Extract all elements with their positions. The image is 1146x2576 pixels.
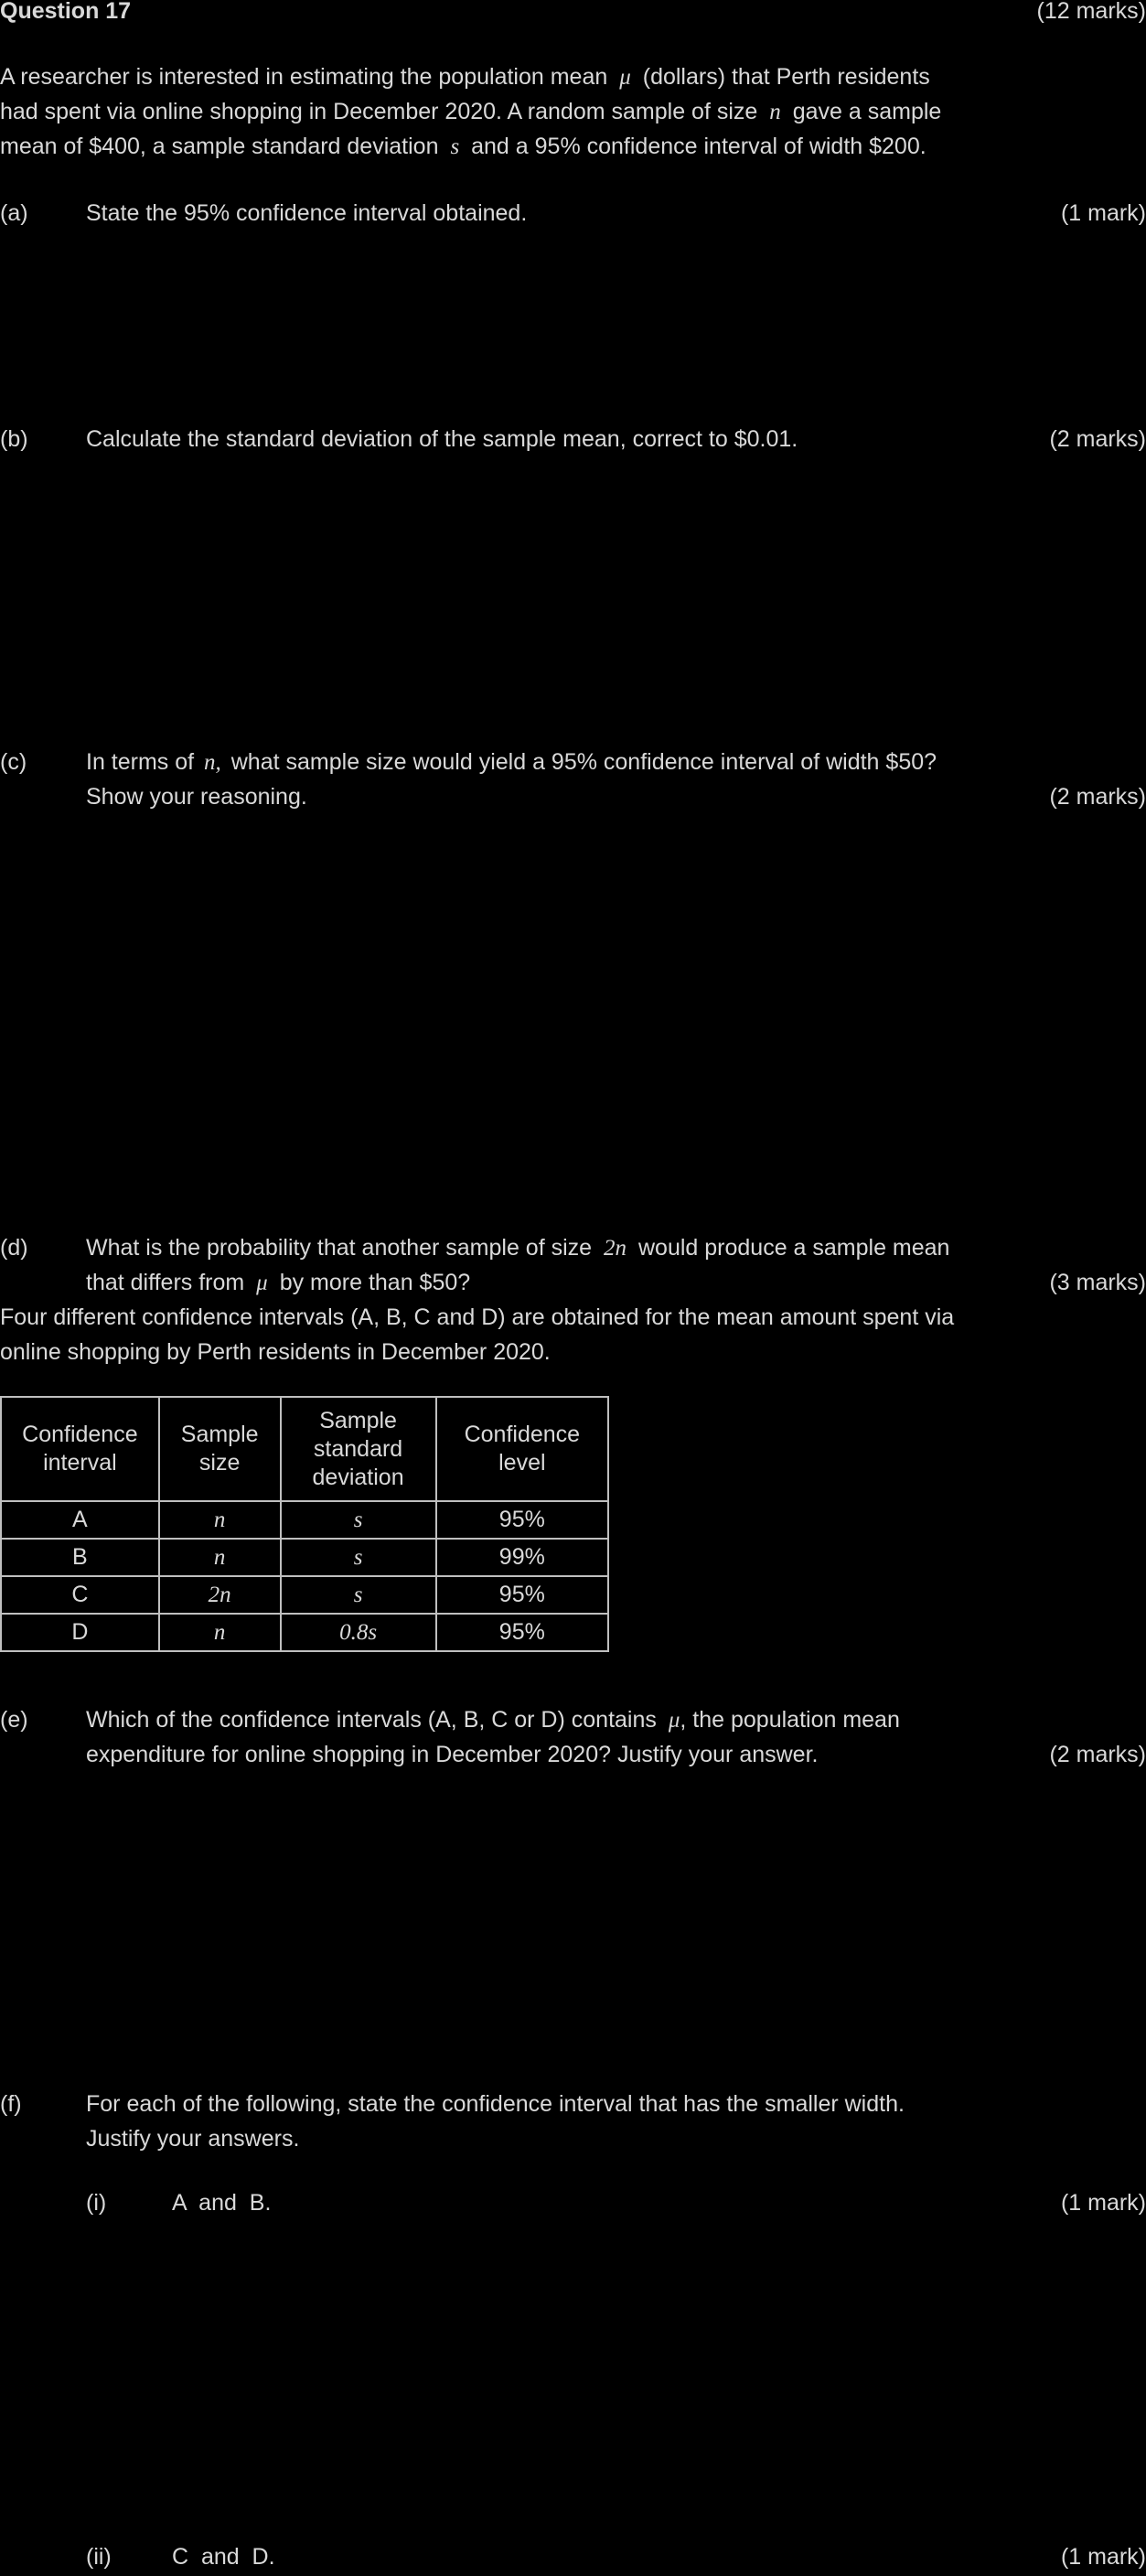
intro-text: mean of $400, a sample standard deviation [0, 134, 439, 159]
part-f-ii-marks: (1 mark) [1060, 2544, 1146, 2570]
part-e-text: Which of the confidence intervals (A, B, C or D) contains [86, 1707, 657, 1733]
header-sample-size: Sample size [159, 1397, 281, 1501]
part-f-line-1: For each of the following, state the confidence interval that has the smaller width. [86, 2091, 905, 2117]
cell-size: 2n [159, 1576, 281, 1614]
part-b-text: Calculate the standard deviation of the sample mean, correct to $0.01. [86, 426, 798, 452]
part-d-label: (d) [0, 1235, 28, 1261]
part-a-marks: (1 mark) [1060, 200, 1146, 226]
intro-line-1 [0, 60, 930, 94]
intro-line-3 [0, 130, 926, 164]
part-c-line-2: Show your reasoning. [86, 784, 307, 810]
cell-size: n [159, 1539, 281, 1576]
intro-text: A researcher is interested in estimating the population mean [0, 64, 608, 90]
cell-sd: s [281, 1539, 436, 1576]
part-c-label: (c) [0, 749, 27, 775]
cell-level: 99% [436, 1539, 608, 1576]
mu-symbol: μ [619, 65, 631, 90]
part-d-text: that differs from [86, 1270, 245, 1295]
part-c-marks: (2 marks) [1049, 784, 1146, 810]
table-row [1, 1539, 608, 1576]
part-a-label: (a) [0, 200, 28, 226]
part-b-marks: (2 marks) [1049, 426, 1146, 452]
part-f-line-2: Justify your answers. [86, 2126, 300, 2152]
cell-size: n [159, 1501, 281, 1539]
cell-level: 95% [436, 1501, 608, 1539]
part-c-text: what sample size would yield a 95% confidence interval of width $50? [230, 749, 937, 775]
header-confidence-interval: Confidence interval [1, 1397, 159, 1501]
header-confidence-level: Confidence level [436, 1397, 608, 1501]
intro-text: (dollars) that Perth residents [642, 64, 930, 90]
cell-interval: C [1, 1576, 159, 1614]
mu-symbol: μ [256, 1271, 268, 1295]
n-symbol: n, [204, 750, 221, 775]
part-e-marks: (2 marks) [1049, 1742, 1146, 1767]
part-f-i-text: A and B. [172, 2190, 272, 2216]
s-symbol: s [450, 134, 460, 159]
table-row [1, 1576, 608, 1614]
part-f-i-marks: (1 mark) [1060, 2190, 1146, 2216]
cell-sd: s [281, 1576, 436, 1614]
intro-text: gave a sample [792, 99, 942, 124]
part-f-ii-label: (ii) [86, 2544, 112, 2570]
total-marks: (12 marks) [1036, 0, 1146, 24]
part-d-marks: (3 marks) [1049, 1270, 1146, 1295]
cell-interval: D [1, 1614, 159, 1651]
part-e-line-1 [86, 1703, 900, 1737]
table-row [1, 1501, 608, 1539]
part-e-line-2: expenditure for online shopping in December 2020? Justify your answer. [86, 1742, 819, 1767]
part-e-text: , the population mean [680, 1707, 900, 1733]
part-f-label: (f) [0, 2091, 22, 2117]
part-d-text: What is the probability that another sample of size [86, 1235, 593, 1261]
part-f-i-label: (i) [86, 2190, 107, 2216]
part-d-line-1 [86, 1231, 949, 1265]
part-e-label: (e) [0, 1707, 28, 1733]
cell-sd: 0.8s [281, 1614, 436, 1651]
cell-interval: B [1, 1539, 159, 1576]
part-d-text: by more than $50? [279, 1270, 471, 1295]
table-row [1, 1614, 608, 1651]
part-a-text: State the 95% confidence interval obtained. [86, 200, 528, 226]
cell-level: 95% [436, 1614, 608, 1651]
part-c-line-1 [86, 746, 937, 779]
cell-interval: A [1, 1501, 159, 1539]
cell-level: 95% [436, 1576, 608, 1614]
header-sample-sd: Sample standard deviation [281, 1397, 436, 1501]
question-title: Question 17 [0, 0, 132, 24]
part-d-line-2 [86, 1266, 470, 1300]
cell-sd: s [281, 1501, 436, 1539]
intro-text: had spent via online shopping in December 2020. A random sample of size [0, 99, 758, 124]
second-intro-line-1: Four different confidence intervals (A, B, C and D) are obtained for the mean amount spent via [0, 1304, 955, 1330]
two-n-symbol: 2n [604, 1236, 627, 1261]
cell-size: n [159, 1614, 281, 1651]
intro-line-2 [0, 95, 941, 129]
n-symbol: n [769, 100, 781, 124]
second-intro-line-2: online shopping by Perth residents in December 2020. [0, 1339, 551, 1365]
confidence-interval-table [0, 1396, 609, 1652]
part-d-text: would produce a sample mean [637, 1235, 950, 1261]
mu-symbol: μ [668, 1708, 680, 1733]
intro-text: and a 95% confidence interval of width $200. [471, 134, 926, 159]
part-c-text: In terms of [86, 749, 195, 775]
table-header-row [1, 1397, 608, 1501]
part-f-ii-text: C and D. [172, 2544, 275, 2570]
part-b-label: (b) [0, 426, 28, 452]
